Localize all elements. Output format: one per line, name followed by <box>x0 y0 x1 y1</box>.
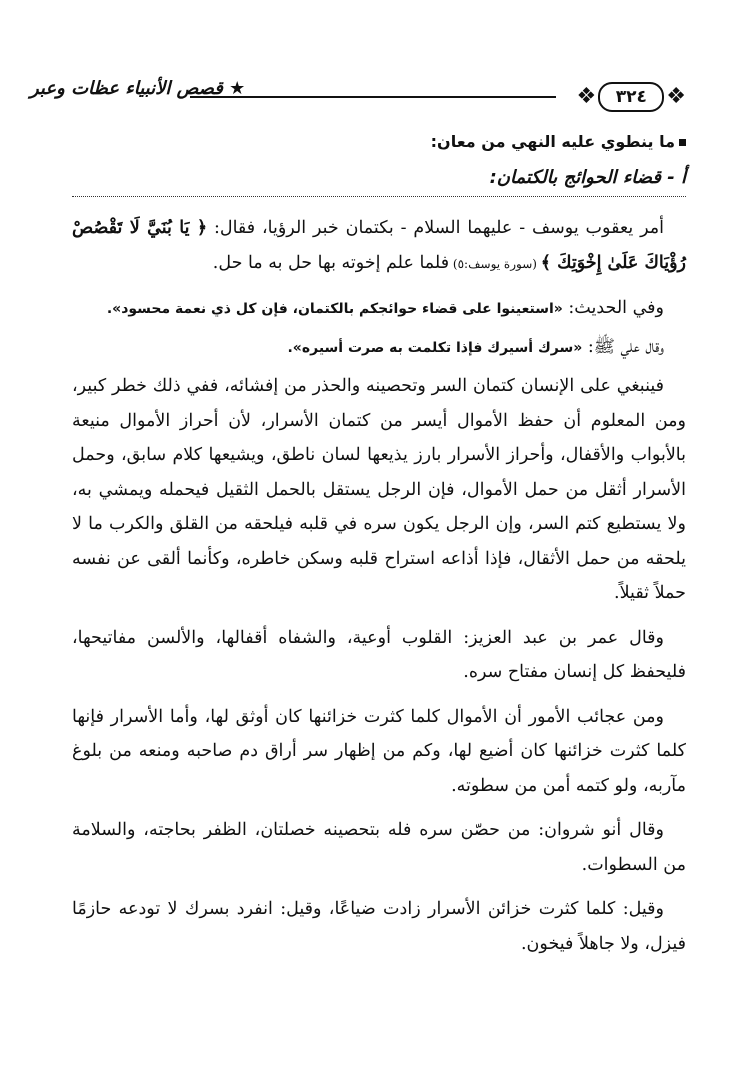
section-heading: ما ينطوي عليه النهي من معان: <box>72 132 686 151</box>
page-number-ornament <box>577 82 686 112</box>
paragraph: وقال أنو شروان: من حصّن سره فله بتحصينه خصلتان، الظفر بحاجته، والسلامة من السطوات. <box>72 820 686 875</box>
page-header <box>30 78 686 114</box>
square-bullet-icon <box>679 139 686 146</box>
quran-verse: ﴿ يَا بُنَيَّ لَا تَقْصُصْ رُؤْيَاكَ عَلَىٰ إِخْوَتِكَ ﴾ <box>72 218 686 273</box>
page-number: ٣٢٤ <box>598 82 664 112</box>
paragraph: أمر يعقوب يوسف - عليهما السلام - بكتمان خبر الرؤيا، فقال: ﴿ يَا بُنَيَّ لَا تَقْصُصْ رُؤْيَاكَ عَلَىٰ إِخْوَتِكَ ﴾ (سورة يوسف:٥) فلما علم إخوته بها حل به ما حل. <box>72 218 686 273</box>
paragraph: وقال عمر بن عبد العزيز: القلوب أوعية، والشفاه أقفالها، والألسن مفاتيحها، فليحفظ كل إنسان مفتاح سره. <box>72 627 686 682</box>
saying-quote: «سرك أسيرك فإذا تكلمت به صرت أسيره». <box>287 340 583 356</box>
saying-paragraph: وقال علي ﷺ: «سرك أسيرك فإذا تكلمت به صرت أسيره». <box>287 337 664 357</box>
hadith-quote: «استعينوا على قضاء حوائجكم بالكتمان، فإن كل ذي نعمة محسود». <box>106 301 563 317</box>
subheading-underline <box>72 196 686 197</box>
flourish-icon: ❖ <box>666 84 686 109</box>
star-icon: ★ <box>229 78 246 99</box>
book-title: قصص الأنبياء عظات وعبر <box>30 78 223 99</box>
hadith-paragraph: وفي الحديث: «استعينوا على قضاء حوائجكم بالكتمان، فإن كل ذي نعمة محسود». <box>106 298 664 318</box>
verse-reference: (سورة يوسف:٥) <box>449 256 541 271</box>
paragraph: وقيل: كلما كثرت خزائن الأسرار زادت ضياعًا، وقيل: انفرد بسرك لا تودعه حازمًا فيزل، ولا جاهلاً فيخون. <box>72 899 686 954</box>
paragraph: ومن عجائب الأمور أن الأموال كلما كثرت خزائنها كان أوثق لها، وأما الأسرار فإنها كلما كثرت خزائنها كان أضيع لها، وكم من إظهار سر أراق دم صاحبه ومنعه من بلوغ مآربه، ولو كتمه أمن من سطوته. <box>72 706 686 796</box>
page-content <box>72 122 686 967</box>
flourish-icon: ❖ <box>576 84 597 109</box>
subheading: أ - قضاء الحوائج بالكتمان: <box>489 167 686 188</box>
running-title <box>30 78 249 99</box>
paragraph: فينبغي على الإنسان كتمان السر وتحصينه والحذر من إفشائه، ففي ذلك خطر كبير، ومن المعلوم أن حفظ الأموال أيسر من كتمان الأسرار، لأن أحراز الأموال منيعة بالأبواب والأقفال، وأحراز الأسرار بارز يذيعها لسان ناطق، ويشيعها كلام سابق، وحمل الأسرار أثقل من حمل الأموال، فإن الرجل يستقل بالحمل الثقيل فيحمله ويمشي به، ولا يستطيع كتم السر، وإن الرجل يكون سره في قلبه فيلحقه من القلق والكرب ما لا يلحقه من حمل الأثقال، فإذا أذاعه استراح قلبه وسكن خاطره، وكأنما ألقى عن نفسه حملاً ثقيلاً. <box>72 376 686 603</box>
